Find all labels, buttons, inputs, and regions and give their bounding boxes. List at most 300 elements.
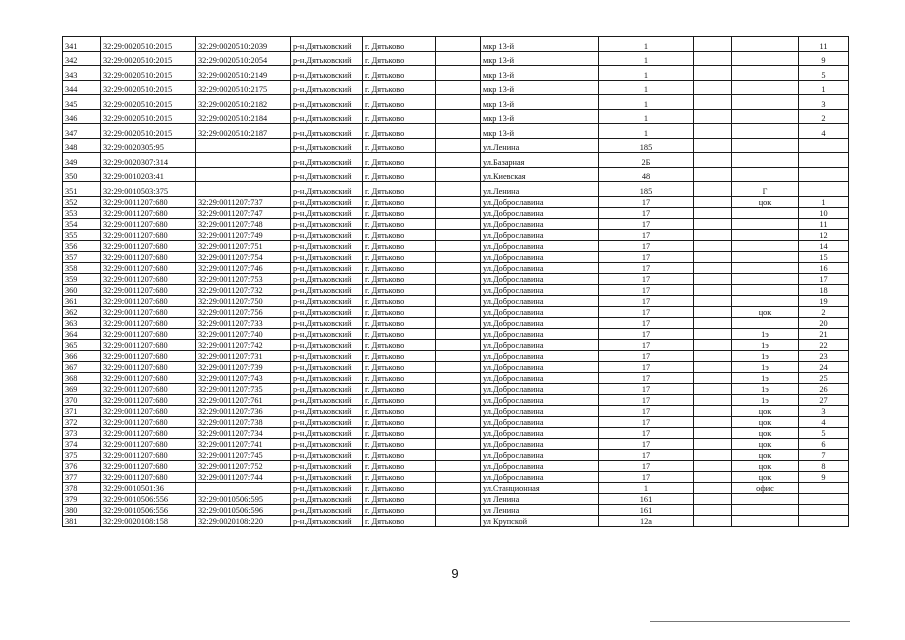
street: ул.Станционная (481, 482, 599, 493)
street: ул.Доброславина (481, 383, 599, 394)
property-table (62, 36, 849, 527)
cadastral-number: 32:29:0011207:680 (101, 218, 196, 229)
row-number: 348 (63, 138, 101, 153)
district: р-н.Дятьковский (291, 515, 363, 526)
cadastral-number: 32:29:0011207:680 (101, 328, 196, 339)
premises-cadastral-number: 32:29:0011207:737 (196, 196, 291, 207)
district: р-н.Дятьковский (291, 207, 363, 218)
premises-cadastral-number: 32:29:0010506:596 (196, 504, 291, 515)
district: р-н.Дятьковский (291, 427, 363, 438)
table-row (63, 416, 849, 427)
blank-cell (694, 218, 732, 229)
cadastral-number: 32:29:0011207:680 (101, 251, 196, 262)
row-number: 346 (63, 109, 101, 124)
row-number: 341 (63, 37, 101, 52)
building-part: офис (732, 482, 799, 493)
apartment-number: 11 (799, 218, 849, 229)
city: г. Дятьково (363, 66, 436, 81)
district: р-н.Дятьковский (291, 394, 363, 405)
premises-cadastral-number: 32:29:0011207:740 (196, 328, 291, 339)
blank-cell (694, 317, 732, 328)
apartment-number: 2 (799, 306, 849, 317)
district: р-н.Дятьковский (291, 229, 363, 240)
street: ул.Доброславина (481, 394, 599, 405)
premises-cadastral-number (196, 167, 291, 182)
blank-cell (694, 240, 732, 251)
city: г. Дятьково (363, 109, 436, 124)
table-row (63, 167, 849, 182)
street: ул.Доброславина (481, 317, 599, 328)
apartment-number: 21 (799, 328, 849, 339)
city: г. Дятьково (363, 361, 436, 372)
apartment-number: 20 (799, 317, 849, 328)
blank-cell (436, 37, 481, 52)
cadastral-number: 32:29:0020510:2015 (101, 37, 196, 52)
apartment-number: 14 (799, 240, 849, 251)
blank-cell (436, 482, 481, 493)
street: мкр 13-й (481, 37, 599, 52)
blank-cell (436, 218, 481, 229)
premises-cadastral-number: 32:29:0011207:752 (196, 460, 291, 471)
district: р-н.Дятьковский (291, 460, 363, 471)
district: р-н.Дятьковский (291, 405, 363, 416)
table-row (63, 328, 849, 339)
table-row (63, 372, 849, 383)
blank-cell (436, 361, 481, 372)
table-row (63, 482, 849, 493)
blank-cell (694, 394, 732, 405)
row-number: 373 (63, 427, 101, 438)
blank-cell (436, 262, 481, 273)
table-row (63, 383, 849, 394)
row-number: 366 (63, 350, 101, 361)
row-number: 370 (63, 394, 101, 405)
apartment-number: 3 (799, 95, 849, 110)
premises-cadastral-number: 32:29:0011207:742 (196, 339, 291, 350)
city: г. Дятьково (363, 262, 436, 273)
blank-cell (694, 361, 732, 372)
district: р-н.Дятьковский (291, 438, 363, 449)
blank-cell (436, 182, 481, 197)
row-number: 374 (63, 438, 101, 449)
cadastral-number: 32:29:0011207:680 (101, 306, 196, 317)
district: р-н.Дятьковский (291, 124, 363, 139)
blank-cell (436, 229, 481, 240)
cadastral-number: 32:29:0020510:2015 (101, 124, 196, 139)
row-number: 363 (63, 317, 101, 328)
apartment-number: 3 (799, 405, 849, 416)
blank-cell (694, 251, 732, 262)
blank-cell (436, 196, 481, 207)
blank-cell (694, 306, 732, 317)
building-part: цок (732, 306, 799, 317)
district: р-н.Дятьковский (291, 153, 363, 168)
city: г. Дятьково (363, 218, 436, 229)
building-part (732, 66, 799, 81)
cadastral-number: 32:29:0020307:314 (101, 153, 196, 168)
blank-cell (436, 273, 481, 284)
building-part (732, 251, 799, 262)
district: р-н.Дятьковский (291, 240, 363, 251)
row-number: 368 (63, 372, 101, 383)
building-part (732, 493, 799, 504)
blank-cell (694, 405, 732, 416)
apartment-number: 15 (799, 251, 849, 262)
cadastral-number: 32:29:0011207:680 (101, 262, 196, 273)
row-number: 381 (63, 515, 101, 526)
city: г. Дятьково (363, 295, 436, 306)
district: р-н.Дятьковский (291, 138, 363, 153)
table-row (63, 80, 849, 95)
apartment-number: 10 (799, 207, 849, 218)
row-number: 367 (63, 361, 101, 372)
district: р-н.Дятьковский (291, 339, 363, 350)
blank-cell (694, 515, 732, 526)
blank-cell (694, 295, 732, 306)
blank-cell (436, 438, 481, 449)
house-number: 17 (599, 339, 694, 350)
district: р-н.Дятьковский (291, 51, 363, 66)
building-part (732, 229, 799, 240)
table-row (63, 504, 849, 515)
premises-cadastral-number: 32:29:0011207:731 (196, 350, 291, 361)
table-row (63, 361, 849, 372)
city: г. Дятьково (363, 207, 436, 218)
apartment-number: 16 (799, 262, 849, 273)
row-number: 379 (63, 493, 101, 504)
blank-cell (436, 493, 481, 504)
house-number: 17 (599, 229, 694, 240)
house-number: 1 (599, 482, 694, 493)
house-number: 17 (599, 273, 694, 284)
house-number: 1 (599, 51, 694, 66)
cadastral-number: 32:29:0011207:680 (101, 460, 196, 471)
premises-cadastral-number: 32:29:0011207:745 (196, 449, 291, 460)
building-part (732, 218, 799, 229)
house-number: 12а (599, 515, 694, 526)
table-row (63, 95, 849, 110)
premises-cadastral-number: 32:29:0020510:2039 (196, 37, 291, 52)
row-number: 375 (63, 449, 101, 460)
city: г. Дятьково (363, 167, 436, 182)
blank-cell (694, 504, 732, 515)
street: ул.Доброславина (481, 295, 599, 306)
district: р-н.Дятьковский (291, 306, 363, 317)
street: ул.Доброславина (481, 306, 599, 317)
blank-cell (694, 438, 732, 449)
house-number: 17 (599, 361, 694, 372)
blank-cell (694, 449, 732, 460)
table-row (63, 229, 849, 240)
street: ул.Ленина (481, 138, 599, 153)
row-number: 345 (63, 95, 101, 110)
premises-cadastral-number: 32:29:0011207:753 (196, 273, 291, 284)
cadastral-number: 32:29:0020510:2015 (101, 109, 196, 124)
building-part (732, 515, 799, 526)
house-number: 17 (599, 262, 694, 273)
table-row (63, 493, 849, 504)
district: р-н.Дятьковский (291, 37, 363, 52)
house-number: 161 (599, 504, 694, 515)
house-number: 1 (599, 95, 694, 110)
house-number: 17 (599, 471, 694, 482)
premises-cadastral-number: 32:29:0011207:736 (196, 405, 291, 416)
row-number: 350 (63, 167, 101, 182)
street: ул.Доброславина (481, 328, 599, 339)
blank-cell (436, 124, 481, 139)
building-part (732, 95, 799, 110)
street: ул.Базарная (481, 153, 599, 168)
city: г. Дятьково (363, 51, 436, 66)
building-part: цок (732, 416, 799, 427)
district: р-н.Дятьковский (291, 493, 363, 504)
house-number: 17 (599, 416, 694, 427)
house-number: 17 (599, 460, 694, 471)
house-number: 17 (599, 196, 694, 207)
blank-cell (694, 167, 732, 182)
building-part: цок (732, 449, 799, 460)
table-row (63, 218, 849, 229)
page-number: 9 (451, 566, 459, 581)
city: г. Дятьково (363, 240, 436, 251)
blank-cell (436, 405, 481, 416)
blank-cell (694, 339, 732, 350)
city: г. Дятьково (363, 306, 436, 317)
street: ул.Доброславина (481, 372, 599, 383)
city: г. Дятьково (363, 383, 436, 394)
building-part (732, 207, 799, 218)
street: ул Крупской (481, 515, 599, 526)
street: мкр 13-й (481, 95, 599, 110)
house-number: 17 (599, 295, 694, 306)
blank-cell (694, 416, 732, 427)
blank-cell (436, 350, 481, 361)
house-number: 17 (599, 427, 694, 438)
apartment-number: 17 (799, 273, 849, 284)
blank-cell (436, 207, 481, 218)
blank-cell (694, 80, 732, 95)
row-number: 369 (63, 383, 101, 394)
street: ул.Доброславина (481, 471, 599, 482)
blank-cell (436, 80, 481, 95)
premises-cadastral-number: 32:29:0020510:2184 (196, 109, 291, 124)
blank-cell (694, 284, 732, 295)
street: мкр 13-й (481, 109, 599, 124)
building-part (732, 124, 799, 139)
city: г. Дятьково (363, 438, 436, 449)
blank-cell (436, 339, 481, 350)
apartment-number: 27 (799, 394, 849, 405)
building-part: 1э (732, 372, 799, 383)
house-number: 17 (599, 306, 694, 317)
table-row (63, 460, 849, 471)
apartment-number: 8 (799, 460, 849, 471)
blank-cell (694, 66, 732, 81)
premises-cadastral-number: 32:29:0020510:2175 (196, 80, 291, 95)
street: ул.Доброславина (481, 438, 599, 449)
city: г. Дятьково (363, 405, 436, 416)
street: ул.Доброславина (481, 284, 599, 295)
blank-cell (436, 306, 481, 317)
blank-cell (436, 284, 481, 295)
house-number: 17 (599, 218, 694, 229)
district: р-н.Дятьковский (291, 218, 363, 229)
apartment-number (799, 493, 849, 504)
row-number: 372 (63, 416, 101, 427)
district: р-н.Дятьковский (291, 416, 363, 427)
row-number: 361 (63, 295, 101, 306)
premises-cadastral-number: 32:29:0020510:2182 (196, 95, 291, 110)
city: г. Дятьково (363, 416, 436, 427)
cadastral-number: 32:29:0020510:2015 (101, 95, 196, 110)
apartment-number: 25 (799, 372, 849, 383)
building-part (732, 80, 799, 95)
premises-cadastral-number: 32:29:0020510:2149 (196, 66, 291, 81)
apartment-number: 1 (799, 196, 849, 207)
row-number: 352 (63, 196, 101, 207)
street: ул.Доброславина (481, 207, 599, 218)
building-part (732, 504, 799, 515)
apartment-number: 4 (799, 416, 849, 427)
blank-cell (436, 51, 481, 66)
apartment-number (799, 138, 849, 153)
blank-cell (436, 66, 481, 81)
premises-cadastral-number: 32:29:0011207:741 (196, 438, 291, 449)
apartment-number (799, 167, 849, 182)
row-number: 354 (63, 218, 101, 229)
premises-cadastral-number: 32:29:0010506:595 (196, 493, 291, 504)
house-number: 48 (599, 167, 694, 182)
house-number: 2Б (599, 153, 694, 168)
row-number: 360 (63, 284, 101, 295)
blank-cell (694, 196, 732, 207)
table-row (63, 405, 849, 416)
house-number: 17 (599, 383, 694, 394)
street: ул.Доброславина (481, 339, 599, 350)
cadastral-number: 32:29:0011207:680 (101, 416, 196, 427)
row-number: 355 (63, 229, 101, 240)
cadastral-number: 32:29:0011207:680 (101, 350, 196, 361)
building-part (732, 37, 799, 52)
district: р-н.Дятьковский (291, 284, 363, 295)
blank-cell (436, 240, 481, 251)
premises-cadastral-number: 32:29:0011207:751 (196, 240, 291, 251)
apartment-number: 5 (799, 427, 849, 438)
house-number: 17 (599, 449, 694, 460)
apartment-number: 19 (799, 295, 849, 306)
city: г. Дятьково (363, 251, 436, 262)
city: г. Дятьково (363, 229, 436, 240)
apartment-number: 18 (799, 284, 849, 295)
table-row (63, 51, 849, 66)
blank-cell (694, 471, 732, 482)
street: ул.Доброславина (481, 196, 599, 207)
blank-cell (436, 416, 481, 427)
street: ул.Доброславина (481, 427, 599, 438)
premises-cadastral-number: 32:29:0011207:744 (196, 471, 291, 482)
city: г. Дятьково (363, 482, 436, 493)
building-part (732, 240, 799, 251)
building-part (732, 317, 799, 328)
apartment-number: 5 (799, 66, 849, 81)
blank-cell (694, 460, 732, 471)
premises-cadastral-number: 32:29:0020510:2187 (196, 124, 291, 139)
apartment-number (799, 482, 849, 493)
premises-cadastral-number: 32:29:0011207:750 (196, 295, 291, 306)
blank-cell (436, 328, 481, 339)
table-row (63, 394, 849, 405)
row-number: 357 (63, 251, 101, 262)
cadastral-number: 32:29:0011207:680 (101, 405, 196, 416)
blank-cell (436, 138, 481, 153)
table-row (63, 196, 849, 207)
blank-cell (694, 37, 732, 52)
cadastral-number: 32:29:0010506:556 (101, 493, 196, 504)
house-number: 185 (599, 138, 694, 153)
city: г. Дятьково (363, 471, 436, 482)
row-number: 356 (63, 240, 101, 251)
premises-cadastral-number (196, 153, 291, 168)
house-number: 17 (599, 394, 694, 405)
row-number: 347 (63, 124, 101, 139)
blank-cell (694, 229, 732, 240)
district: р-н.Дятьковский (291, 109, 363, 124)
street: ул.Доброславина (481, 405, 599, 416)
premises-cadastral-number (196, 482, 291, 493)
apartment-number: 7 (799, 449, 849, 460)
footer-rule (650, 621, 850, 622)
table-row (63, 306, 849, 317)
premises-cadastral-number: 32:29:0011207:761 (196, 394, 291, 405)
cadastral-number: 32:29:0010503:375 (101, 182, 196, 197)
cadastral-number: 32:29:0011207:680 (101, 295, 196, 306)
street: ул.Доброславина (481, 218, 599, 229)
table-row (63, 182, 849, 197)
blank-cell (436, 167, 481, 182)
table-row (63, 273, 849, 284)
district: р-н.Дятьковский (291, 350, 363, 361)
blank-cell (694, 262, 732, 273)
building-part: 1э (732, 394, 799, 405)
premises-cadastral-number: 32:29:0011207:732 (196, 284, 291, 295)
city: г. Дятьково (363, 350, 436, 361)
district: р-н.Дятьковский (291, 251, 363, 262)
blank-cell (436, 317, 481, 328)
apartment-number (799, 504, 849, 515)
blank-cell (694, 207, 732, 218)
blank-cell (436, 153, 481, 168)
district: р-н.Дятьковский (291, 95, 363, 110)
city: г. Дятьково (363, 394, 436, 405)
row-number: 344 (63, 80, 101, 95)
street: ул.Доброславина (481, 273, 599, 284)
apartment-number (799, 153, 849, 168)
street: мкр 13-й (481, 80, 599, 95)
house-number: 17 (599, 284, 694, 295)
cadastral-number: 32:29:0011207:680 (101, 361, 196, 372)
building-part: Г (732, 182, 799, 197)
premises-cadastral-number: 32:29:0020108:220 (196, 515, 291, 526)
apartment-number: 12 (799, 229, 849, 240)
city: г. Дятьково (363, 138, 436, 153)
street: ул Ленина (481, 493, 599, 504)
house-number: 1 (599, 124, 694, 139)
blank-cell (694, 383, 732, 394)
table-row (63, 427, 849, 438)
building-part (732, 138, 799, 153)
building-part: 1э (732, 383, 799, 394)
street: мкр 13-й (481, 51, 599, 66)
